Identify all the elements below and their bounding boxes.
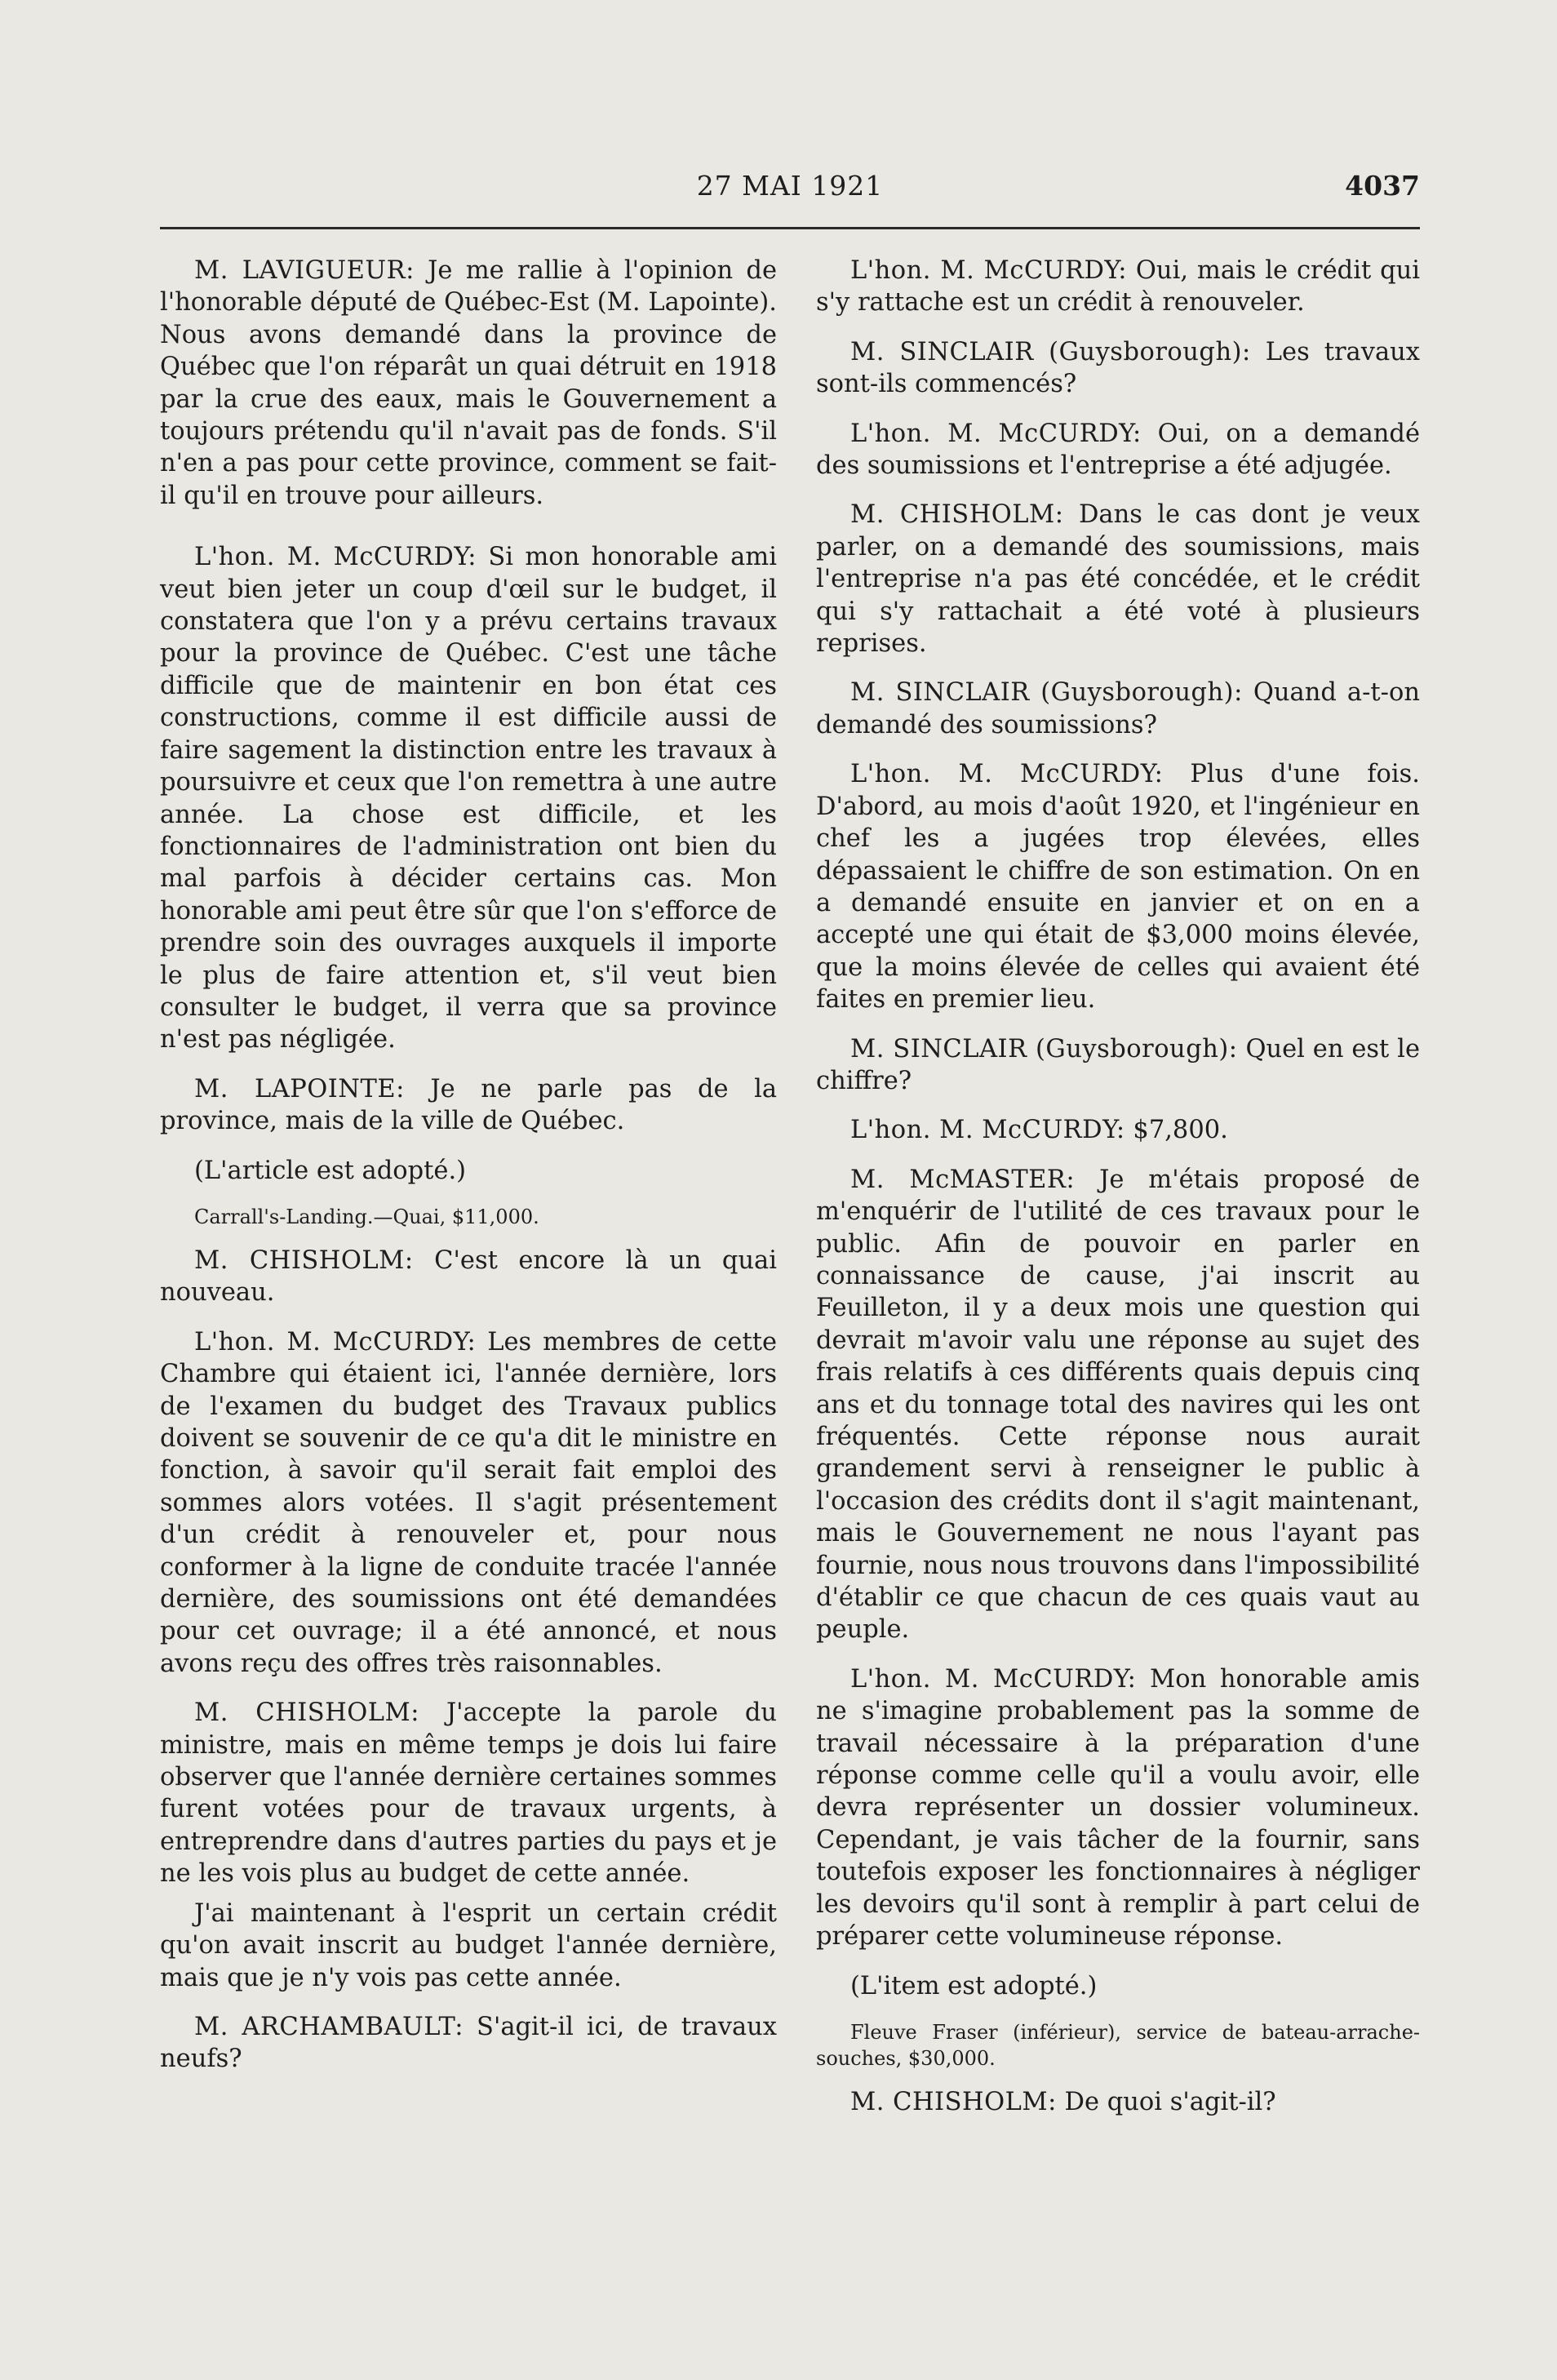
adoption-text: (L'item est adopté.) <box>850 1971 1098 2000</box>
speech-text: Les membres de cette Chambre qui étaient ici, l'année dernière, lors de l'examen du budget des Travaux publics doivent se souvenir de ce qu'a dit le ministre en fonction, à savoir qu'il serait fait emploi des sommes alors votées. Il s'agit présentement d'un crédit à renouveler et, pour nous conformer à la ligne de conduite tracée l'année dernière, des soumissions ont été demandées pour cet ouvrage; il a été annoncé, et nous avons reçu des offres très raisonnables. <box>160 1327 778 1678</box>
paragraph <box>160 2011 777 2076</box>
paragraph <box>816 255 1420 319</box>
speech-text: Oui, mais le crédit qui s'y rattache est un crédit à renouveler. <box>816 256 1420 317</box>
paragraph-continued <box>160 1898 777 1994</box>
speaker-name: M. CHISHOLM: <box>194 1698 420 1728</box>
speech-text: C'est encore là un quai nouveau. <box>160 1246 777 1308</box>
speaker-name: M. CHISHOLM: <box>850 2087 1057 2116</box>
speech-text: Les travaux sont-ils commencés? <box>816 337 1420 399</box>
speaker-name: M. LAVIGUEUR: <box>194 256 415 285</box>
speaker-name: M. McMASTER: <box>850 1165 1076 1194</box>
paragraph <box>816 418 1420 482</box>
speaker-name: M. SINCLAIR (Guysborough): <box>850 678 1243 708</box>
page-number: 4037 <box>1345 170 1420 202</box>
adoption-note <box>160 1155 777 1187</box>
speaker-name: M. SINCLAIR (Guysborough): <box>850 337 1251 366</box>
paragraph <box>816 1114 1420 1146</box>
speech-text: Quel en est le chiffre? <box>816 1034 1420 1095</box>
paragraph <box>816 2086 1420 2118</box>
budget-item <box>816 2019 1420 2071</box>
budget-item <box>160 1204 777 1230</box>
header-rule <box>160 227 1420 229</box>
speech-text: Je me rallie à l'opinion de l'honorable député de Québec-Est (M. Lapointe). Nous avons demandé dans la province de Québec que l'on réparât un quai détruit en 1918 par la crue des eaux, mais le Gouvernement a toujours prétendu qu'il n'avait pas de fonds. S'il n'en a pas pour cette province, comment se fait-il qu'il en trouve pour ailleurs. <box>160 256 777 510</box>
speaker-name: L'hon. M. McCURDY: <box>194 543 477 572</box>
adoption-note <box>816 1970 1420 2002</box>
speech-text: Oui, on a demandé des soumissions et l'entreprise a été adjugée. <box>816 419 1421 481</box>
budget-item-text: Carrall's-Landing.—Quai, $11,000. <box>194 1205 539 1228</box>
paragraph <box>816 758 1420 1015</box>
speech-text: Je ne parle pas de la province, mais de la ville de Québec. <box>160 1074 778 1136</box>
speech-text: Mon honorable amis ne s'imagine probablement pas la somme de travail nécessaire à la préparation d'une réponse comme celle qu'il a voulu avoir, elle devra représenter un dossier volumineux. Cependant, je vais tâcher de la fournir, sans toutefois exposer les fonctionnaires à négliger les devoirs qu'il sont à remplir à part celui de préparer cette volumineuse réponse. <box>816 1664 1420 1952</box>
speech-text: Quand a-t-on demandé des soumissions? <box>816 678 1420 739</box>
speech-text: J'ai maintenant à l'esprit un certain crédit qu'on avait inscrit au budget l'année dernière, mais que je n'y vois pas cette année. <box>160 1898 777 1992</box>
left-column <box>160 255 777 2093</box>
paragraph <box>816 1033 1420 1098</box>
speaker-name: M. ARCHAMBAULT: <box>194 2012 464 2041</box>
paragraph <box>816 336 1420 401</box>
paragraph <box>160 1245 777 1309</box>
paragraph <box>160 541 777 1056</box>
paragraph <box>816 1663 1420 1953</box>
speaker-name: L'hon. M. McCURDY: <box>850 256 1128 285</box>
speech-text: Je m'étais proposé de m'enquérir de l'utilité de ces travaux pour le public. Afin de pouvoir en parler en connaissance de cause, j'ai inscrit au Feuilleton, il y a deux mois une question qui devrait m'avoir valu une réponse au sujet des frais relatifs à ces différents quais depuis cinq ans et du tonnage total des navires qui les ont fréquentés. Cette réponse nous aurait grandement servi à renseigner le public à l'occasion des crédits dont il s'agit maintenant, mais le Gouvernement ne nous l'ayant pas fournie, nous nous trouvons dans l'impossibilité d'établir ce que chacun de ces quais vaut au peuple. <box>816 1165 1420 1645</box>
speech-text: Dans le cas dont je veux parler, on a demandé des soumissions, mais l'entreprise n'a pas été concédée, et le crédit qui s'y rattachait a été voté à plusieurs reprises. <box>816 500 1420 659</box>
speaker-name: L'hon. M. McCURDY: <box>850 419 1142 448</box>
speaker-name: L'hon. M. McCURDY: <box>850 760 1164 789</box>
speech-text: $7,800. <box>1124 1116 1228 1145</box>
paragraph <box>816 499 1420 659</box>
paragraph <box>160 255 777 512</box>
speaker-name: M. CHISHOLM: <box>850 500 1064 530</box>
budget-item-text: Fleuve Fraser (inférieur), service de bateau-arrache-souches, $30,000. <box>816 2020 1420 2070</box>
paragraph <box>160 1697 777 1889</box>
speaker-name: M. LAPOINTE: <box>194 1074 405 1103</box>
adoption-text: (L'article est adopté.) <box>194 1156 467 1185</box>
speech-text: De quoi s'agit-il? <box>1056 2087 1276 2116</box>
speech-text: S'agit-il ici, de travaux neufs? <box>160 2012 778 2074</box>
speech-text: Si mon honorable ami veut bien jeter un coup d'œil sur le budget, il constatera que l'on y a prévu certains travaux pour la province de Québec. C'est une tâche difficile que de maintenir en bon état ces constructions, comme il est difficile aussi de faire sagement la distinction entre les travaux à poursuivre et ceux que l'on remettra à une autre année. La chose est difficile, et les fonctionnaires de l'administration ont bien du mal parfois à décider certains cas. Mon honorable ami peut être sûr que l'on s'efforce de prendre soin des ouvrages auxquels il importe le plus de faire attention et, s'il veut bien consulter le budget, il verra que sa province n'est pas négligée. <box>160 543 777 1055</box>
speaker-name: L'hon. M. McCURDY: <box>194 1327 477 1357</box>
right-column <box>816 255 1420 2135</box>
page-header <box>160 170 1420 219</box>
paragraph <box>160 1073 777 1138</box>
speaker-name: L'hon. M. McCURDY: <box>850 1116 1125 1145</box>
speech-text: Plus d'une fois. D'abord, au mois d'août 1920, et l'ingénieur en chef les a jugées trop élevées, elles dépassaient le chiffre de son estimation. On en a demandé ensuite en janvier et on en a accepté une qui était de $3,000 moins élevée, que la moins élevée de celles qui avaient été faites en premier lieu. <box>816 760 1421 1015</box>
paragraph <box>816 1164 1420 1646</box>
speaker-name: L'hon. M. McCURDY: <box>850 1664 1137 1694</box>
paragraph <box>816 677 1420 741</box>
speaker-name: M. CHISHOLM: <box>194 1246 414 1275</box>
page-date: 27 MAI 1921 <box>696 170 884 202</box>
speech-text: J'accepte la parole du ministre, mais en même temps je dois lui faire observer que l'année dernière certaines sommes furent votées pour de travaux urgents, à entreprendre dans d'autres parties du pays et je ne les vois plus au budget de cette année. <box>160 1698 778 1889</box>
speaker-name: M. SINCLAIR (Guysborough): <box>850 1034 1238 1063</box>
paragraph <box>160 1326 777 1680</box>
